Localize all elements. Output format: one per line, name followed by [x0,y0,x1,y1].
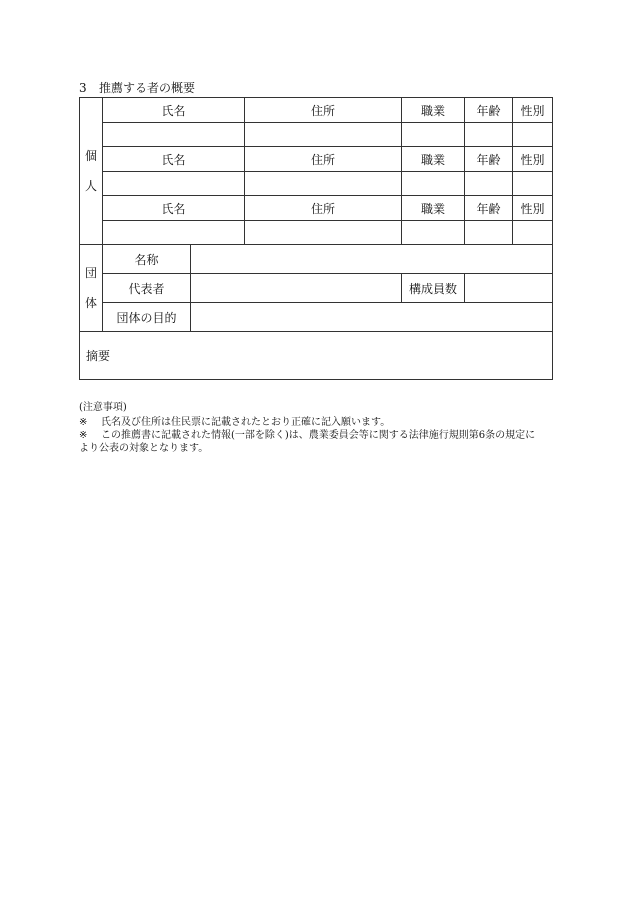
occupation-field-2[interactable] [402,172,465,196]
member-count-field[interactable] [465,274,553,303]
note-text-1: 氏名及び住所は住民票に記載されたとおり正確に記入願います。 [101,417,391,428]
age-header: 年齢 [465,98,513,123]
individual-entry-row-1 [80,123,553,147]
address-header: 住所 [245,196,402,221]
name-field-2[interactable] [103,172,245,196]
occupation-header: 職業 [402,196,465,221]
gender-header: 性別 [513,98,553,123]
individual-entry-row-3 [80,221,553,245]
age-header: 年齢 [465,147,513,172]
age-field-2[interactable] [465,172,513,196]
section-title [79,80,195,96]
note-item-2 [79,429,554,442]
note-item-1 [79,416,554,429]
group-label-cell [80,245,103,332]
group-name-row [80,245,553,274]
individual-label-cell [80,98,103,245]
group-representative-row [80,274,553,303]
member-count-label: 構成員数 [402,274,465,303]
occupation-field-3[interactable] [402,221,465,245]
name-field-3[interactable] [103,221,245,245]
individual-header-row-3 [80,196,553,221]
age-field-1[interactable] [465,123,513,147]
summary-label: 摘要 [86,349,111,363]
section-title-text: 推薦する者の概要 [99,81,196,95]
address-field-2[interactable] [245,172,402,196]
occupation-field-1[interactable] [402,123,465,147]
gender-header: 性別 [513,196,553,221]
representative-field[interactable] [191,274,402,303]
name-field-1[interactable] [103,123,245,147]
name-header: 氏名 [103,98,245,123]
notes-heading: (注意事項) [79,402,127,413]
name-header: 氏名 [103,196,245,221]
address-header: 住所 [245,147,402,172]
group-label-char-2: 体 [84,296,97,310]
note-mark-2: ※ [79,430,88,441]
individual-header-row-2 [80,147,553,172]
recommender-overview-table [79,97,553,380]
address-header: 住所 [245,98,402,123]
group-label-char-1: 団 [84,266,97,280]
group-purpose-field[interactable] [191,303,553,332]
note-text-2: この推薦書に記載された情報(一部を除く)は、農業委員会等に関する法律施行規則第6条の規定に [101,430,536,441]
individual-label-char-1: 個 [84,149,97,163]
address-field-3[interactable] [245,221,402,245]
age-header: 年齢 [465,196,513,221]
group-purpose-label: 団体の目的 [103,303,191,332]
name-header: 氏名 [103,147,245,172]
note-item-2-continuation: より公表の対象となります。 [79,443,209,454]
notes-section [79,401,554,455]
gender-header: 性別 [513,147,553,172]
group-purpose-row [80,303,553,332]
individual-label-char-2: 人 [84,179,97,193]
individual-header-row-1 [80,98,553,123]
representative-label: 代表者 [103,274,191,303]
occupation-header: 職業 [402,98,465,123]
address-field-1[interactable] [245,123,402,147]
summary-row [80,332,553,380]
gender-field-3[interactable] [513,221,553,245]
age-field-3[interactable] [465,221,513,245]
occupation-header: 職業 [402,147,465,172]
note-mark-1: ※ [79,417,88,428]
section-number: 3 [79,81,87,95]
group-name-label: 名称 [103,245,191,274]
group-name-field[interactable] [191,245,553,274]
summary-cell[interactable] [80,332,553,380]
individual-entry-row-2 [80,172,553,196]
gender-field-2[interactable] [513,172,553,196]
gender-field-1[interactable] [513,123,553,147]
